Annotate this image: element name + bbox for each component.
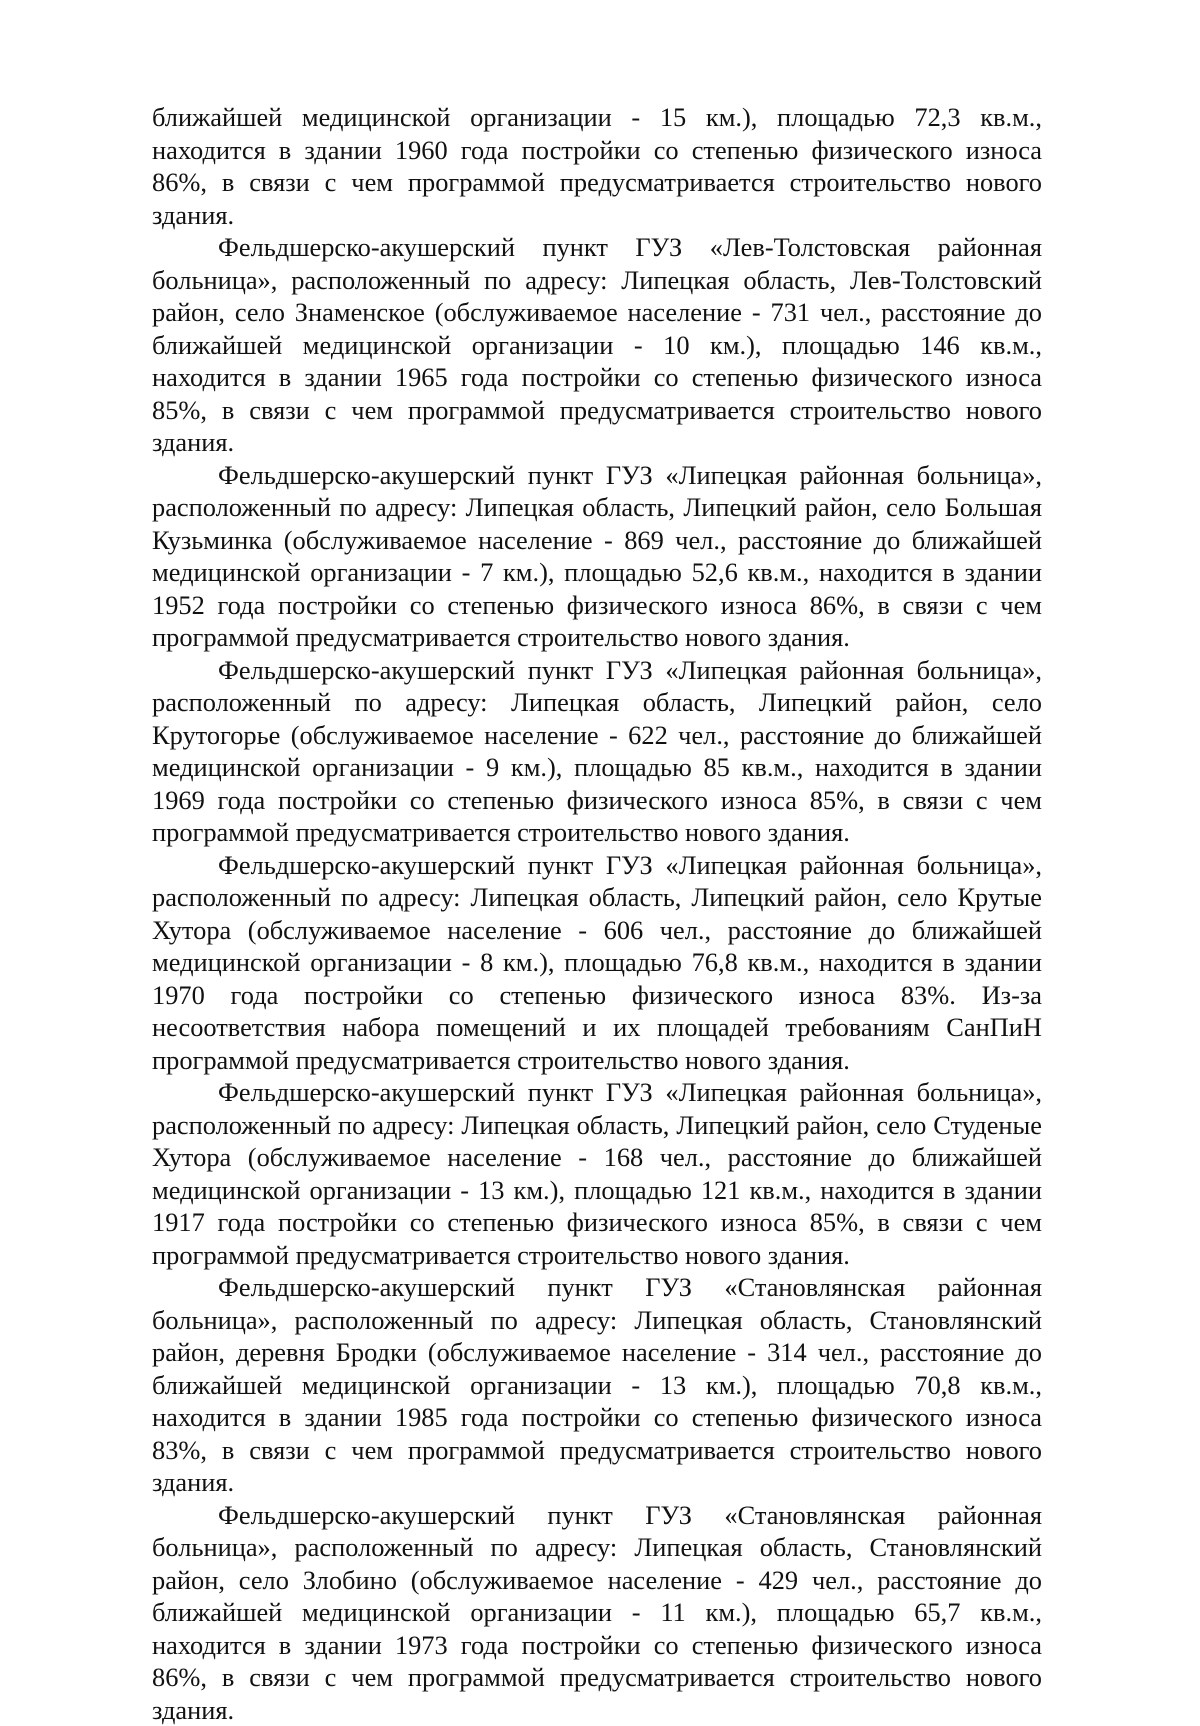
paragraph-continued-znamenskoe-intro: ближайшей медицинской организации - 15 км.), площадью 72,3 кв.м., находится в здании 1960 года постройки со степенью физического износа 86%, в связи с чем программой предусматривается строительство нового здания. (152, 101, 1042, 231)
paragraph-fap-studenye-khutora: Фельдшерско-акушерский пункт ГУЗ «Липецкая районная больница», расположенный по адресу: Липецкая область, Липецкий район, село Студеные Хутора (обслуживаемое население - 168 чел., расстояние до ближайшей медицинской организации - 13 км.), площадью 121 кв.м., находится в здании 1917 года постройки со степенью физического износа 85%, в связи с чем программой предусматривается строительство нового здания. (152, 1076, 1042, 1271)
document-page (152, 101, 1042, 1726)
paragraph-fap-krutogorye: Фельдшерско-акушерский пункт ГУЗ «Липецкая районная больница», расположенный по адресу: Липецкая область, Липецкий район, село Крутогорье (обслуживаемое население - 622 чел., расстояние до ближайшей медицинской организации - 9 км.), площадью 85 кв.м., находится в здании 1969 года постройки со степенью физического износа 85%, в связи с чем программой предусматривается строительство нового здания. (152, 654, 1042, 849)
paragraph-fap-bolshaya-kuzminka: Фельдшерско-акушерский пункт ГУЗ «Липецкая районная больница», расположенный по адресу: Липецкая область, Липецкий район, село Большая Кузьминка (обслуживаемое население - 869 чел., расстояние до ближайшей медицинской организации - 7 км.), площадью 52,6 кв.м., находится в здании 1952 года постройки со степенью физического износа 86%, в связи с чем программой предусматривается строительство нового здания. (152, 459, 1042, 654)
paragraph-fap-krutye-khutora: Фельдшерско-акушерский пункт ГУЗ «Липецкая районная больница», расположенный по адресу: Липецкая область, Липецкий район, село Крутые Хутора (обслуживаемое население - 606 чел., расстояние до ближайшей медицинской организации - 8 км.), площадью 76,8 кв.м., находится в здании 1970 года постройки со степенью физического износа 83%. Из-за несоответствия набора помещений и их площадей требованиям СанПиН программой предусматривается строительство нового здания. (152, 849, 1042, 1077)
paragraph-fap-zlobino: Фельдшерско-акушерский пункт ГУЗ «Становлянская районная больница», расположенный по адресу: Липецкая область, Становлянский район, село Злобино (обслуживаемое население - 429 чел., расстояние до ближайшей медицинской организации - 11 км.), площадью 65,7 кв.м., находится в здании 1973 года постройки со степенью физического износа 86%, в связи с чем программой предусматривается строительство нового здания. (152, 1499, 1042, 1726)
paragraph-fap-znamenskoe: Фельдшерско-акушерский пункт ГУЗ «Лев-Толстовская районная больница», расположенный по адресу: Липецкая область, Лев-Толстовский район, село Знаменское (обслуживаемое население - 731 чел., расстояние до ближайшей медицинской организации - 10 км.), площадью 146 кв.м., находится в здании 1965 года постройки со степенью физического износа 85%, в связи с чем программой предусматривается строительство нового здания. (152, 231, 1042, 459)
paragraph-fap-brodki: Фельдшерско-акушерский пункт ГУЗ «Становлянская районная больница», расположенный по адресу: Липецкая область, Становлянский район, деревня Бродки (обслуживаемое население - 314 чел., расстояние до ближайшей медицинской организации - 13 км.), площадью 70,8 кв.м., находится в здании 1985 года постройки со степенью физического износа 83%, в связи с чем программой предусматривается строительство нового здания. (152, 1271, 1042, 1499)
